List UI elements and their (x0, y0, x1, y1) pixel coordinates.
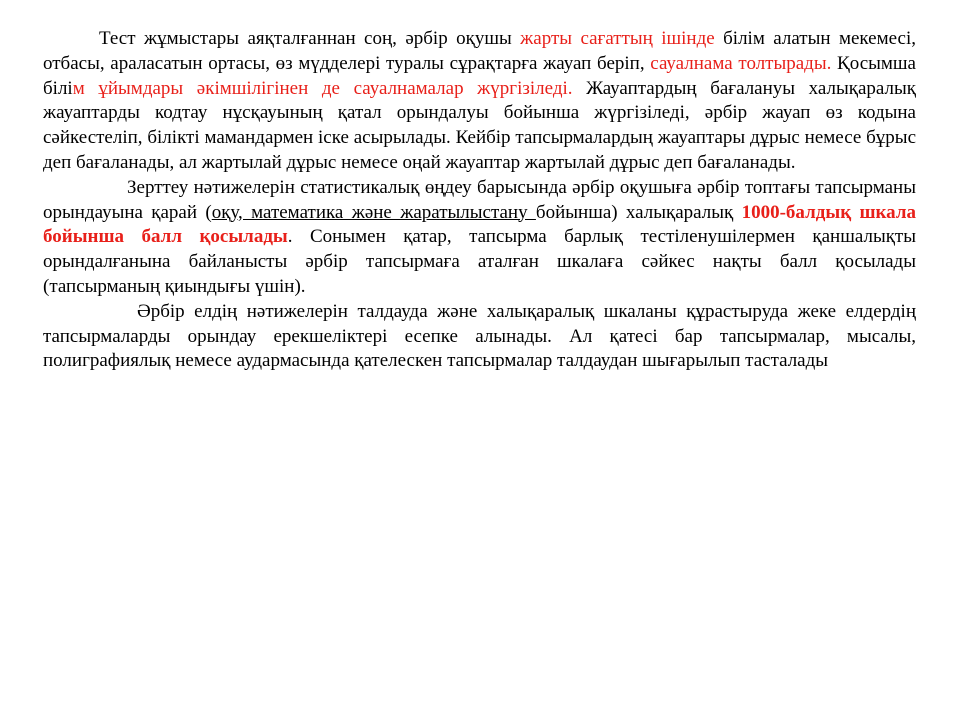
underlined-subjects: оқу, математика және жаратылыстану (211, 201, 536, 223)
highlight-administration-survey: м ұйымдары әкімшілігінен де сауалнамалар жүргізіледі. (72, 77, 573, 99)
highlight-1000-point-scale: 1000-балдық шкала бойынша балл қосылады (43, 201, 917, 248)
text-run: Әрбір елдің нәтижелерін талдауда және халықаралық шкаланы құрастыруда жеке елдердің тапсырмаларды орындау ерекшеліктері есепке алынады. Ал қатесі бар тапсырмалар, мысалы, полиграфиялық немесе аудармасында қателескен тапсырмалар талдаудан шығарылып тасталады (43, 300, 916, 372)
highlight-questionnaire: сауалнама толтырады. (650, 52, 832, 74)
text-run: Қосымша білі (43, 52, 916, 99)
highlight-half-hour: жарты сағаттың ішінде (520, 28, 715, 49)
text-run: Тест жұмыстары аяқталғаннан соң, әрбір оқушы (99, 28, 521, 49)
slide-body (43, 27, 916, 374)
text-run: Жауаптардың бағалануы халықаралық жауаптарды кодтау нұсқауының қатал орындалуы бойынша жүргізіледі, әрбір жауап өз кодына сәйкестеліп, білікті мамандармен іске асырылады. Кейбір тапсырмалардың жауаптары дұрыс немесе бұрыс деп бағаланады, ал жартылай дұрыс немесе оңай жауаптар жартылай дұрыс деп бағаланады. (43, 77, 916, 173)
paragraph-analysis (43, 300, 916, 374)
text-run: білім алатын мекемесі, отбасы, араласатын ортасы, өз мүдделері туралы сұрақтарға жауап беріп, (43, 28, 916, 74)
text-run: Зерттеу нәтижелерін статистикалық өңдеу барысында әрбір оқушыға әрбір топтағы тапсырманы орындауына қарай ( (43, 176, 916, 223)
text-run: . Сонымен қатар, тапсырма барлық тестіленушілермен қаншалықты орындалғанына байланысты әрбір тапсырмаға аталған шкалаға сәйкес нақты балл қосылады (тапсырманың қиындығы үшін). (43, 226, 917, 297)
paragraph-scoring (43, 176, 916, 300)
paragraph-survey (43, 27, 916, 176)
text-run: бойынша) халықаралық (535, 201, 742, 223)
